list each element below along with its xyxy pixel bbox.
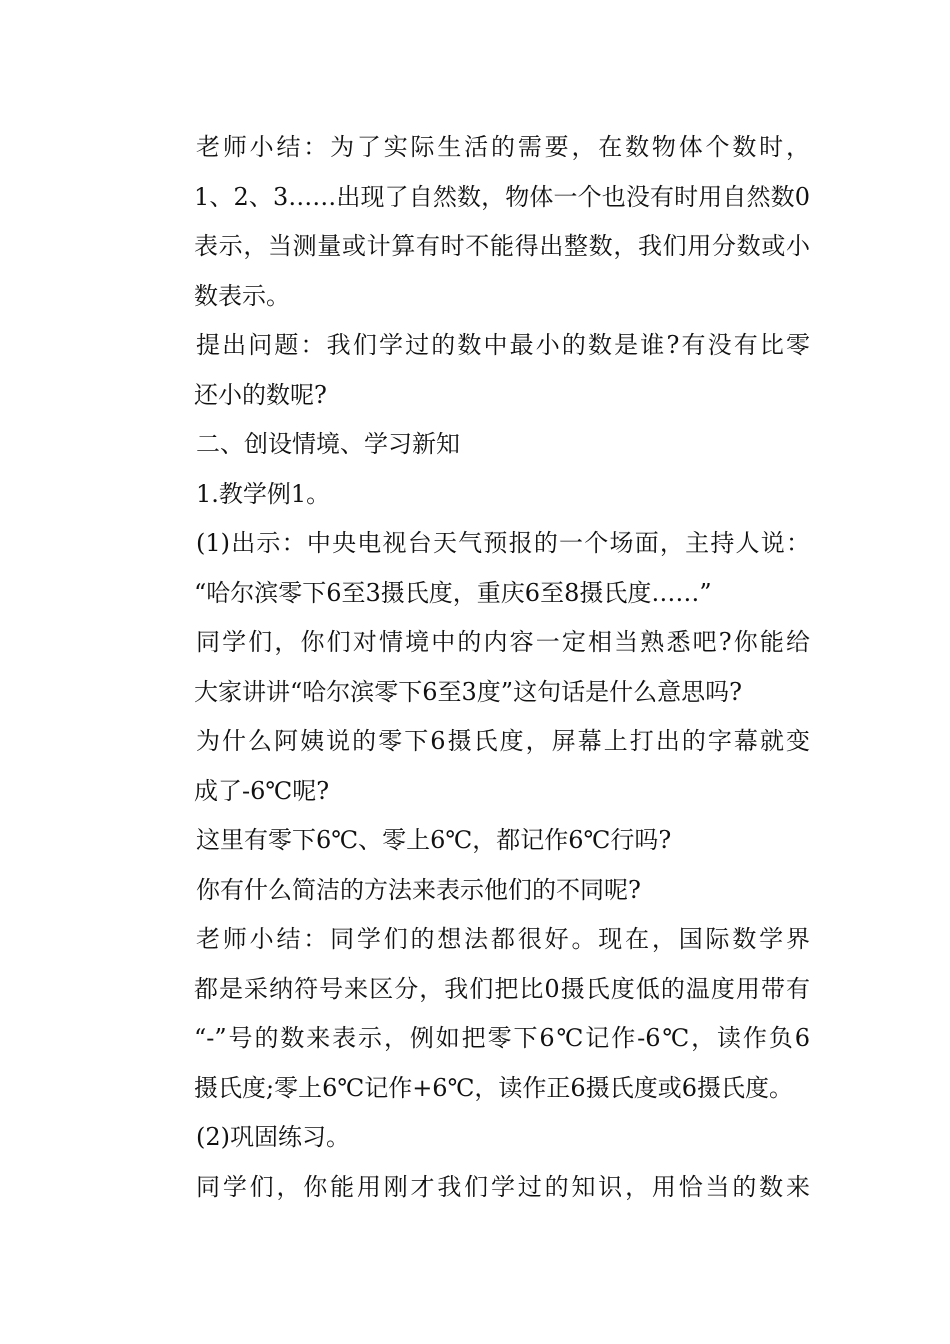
text-line: 大家讲讲“哈尔滨零下6至3度”这句话是什么意思吗? (194, 677, 742, 706)
text-line: 二、创设情境、学习新知 (196, 430, 460, 458)
document-page (146, 123, 810, 1212)
text-line: (1)出示：中央电视台天气预报的一个场面，主持人说： (196, 529, 810, 557)
text-line: 这里有零下6℃、零上6℃，都记作6℃行吗? (196, 826, 672, 854)
paragraph-teacher-summary-2 (146, 915, 810, 1113)
text-line: 还小的数呢? (194, 380, 327, 409)
paragraph-simple-method (146, 866, 810, 916)
text-line: 老师小结：为了实际生活的需要，在数物体个数时， (196, 133, 810, 161)
text-line: 老师小结：同学们的想法都很好。现在，国际数学界 (196, 925, 810, 953)
text-line: “哈尔滨零下6至3摄氏度，重庆6至8摄氏度……” (194, 578, 712, 607)
paragraph-practice-intro (146, 1163, 810, 1213)
text-line: (2)巩固练习。 (196, 1123, 350, 1151)
paragraph-weather-forecast (146, 519, 810, 618)
text-line: 1.教学例1。 (196, 479, 331, 508)
text-line: 为什么阿姨说的零下6摄氏度，屏幕上打出的字幕就变 (196, 727, 810, 755)
paragraph-teacher-summary-1 (146, 123, 810, 321)
text-line: 提出问题：我们学过的数中最小的数是谁?有没有比零 (196, 331, 810, 359)
text-line: 同学们，你们对情境中的内容一定相当熟悉吧?你能给 (196, 628, 810, 656)
section-heading (146, 420, 810, 470)
text-line: 你有什么简洁的方法来表示他们的不同呢? (196, 875, 641, 904)
paragraph-same-notation (146, 816, 810, 866)
text-line: 同学们，你能用刚才我们学过的知识，用恰当的数来 (196, 1172, 810, 1201)
subheading-example-1 (146, 470, 810, 520)
paragraph-question (146, 321, 810, 420)
text-line: 表示，当测量或计算有时不能得出整数，我们用分数或小 (194, 232, 810, 260)
text-line: 数表示。 (194, 281, 290, 310)
subheading-practice (146, 1113, 810, 1163)
text-line: 都是采纳符号来区分，我们把比0摄氏度低的温度用带有 (194, 974, 810, 1003)
paragraph-students-question (146, 618, 810, 717)
text-line: 1、2、3……出现了自然数，物体一个也没有时用自然数0 (194, 182, 810, 211)
text-line: 摄氏度;零上6℃记作+6℃，读作正6摄氏度或6摄氏度。 (194, 1073, 793, 1102)
paragraph-why-negative (146, 717, 810, 816)
text-line: 成了-6℃呢? (194, 776, 330, 805)
text-line: “-”号的数来表示，例如把零下6℃记作-6℃，读作负6 (194, 1024, 810, 1052)
